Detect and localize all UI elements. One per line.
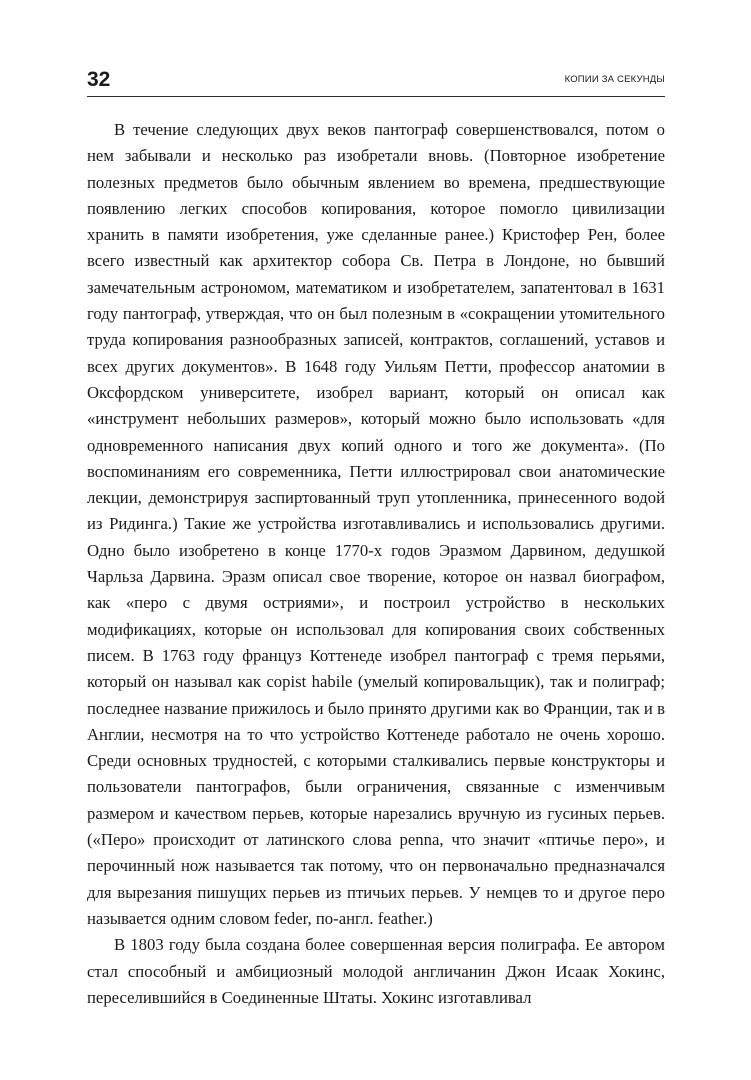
page-header (87, 68, 665, 94)
paragraph: В 1803 году была создана более совершенная версия полиграфа. Ее автором стал способный и амбициозный молодой англичанин Джон Исаак Хокинс, переселившийся в Соединенные Штаты. Хокинс изготавливал (87, 935, 665, 1007)
running-title: КОПИИ ЗА СЕКУНДЫ (564, 74, 665, 85)
page-number: 32 (87, 68, 111, 91)
paragraph: В течение следующих двух веков пантограф совершенствовался, потом о нем забывали и несколько раз изобретали вновь. (Повторное изобретение полезных предметов было обычным явлением во времена, предшествующие появлению легких способов копирования, которое помогло цивилизации хранить в памяти изобретения, уже сделанные ранее.) Кристофер Рен, более всего известный как архитектор собора Св. Петра в Лондоне, но бывший замечательным астрономом, математиком и изобретателем, запатентовал в 1631 году пантограф, утверждая, что он был полезным в «сокращении утомительного труда копирования разнообразных записей, контрактов, соглашений, уставов и всех других документов». В 1648 году Уильям Петти, профессор анатомии в Оксфордском университете, изобрел вариант, который он описал как «инструмент небольших размеров», который можно было использовать «для одновременного написания двух копий одного и того же документа». (По воспоминаниям его современника, Петти иллюстрировал свои анатомические лекции, демонстрируя заспиртованный труп утопленника, принесенного водой из Ридинга.) Такие же устройства изготавливались и использовались другими. Одно было изобретено в конце 1770-х годов Эразмом Дарвином, дедушкой Чарльза Дарвина. Эразм описал свое творение, которое он назвал биографом, как «перо с двумя остриями», и построил устройство в нескольких модификациях, которые он использовал для копирования своих собственных писем. В 1763 году француз Коттенеде изобрел пантограф с тремя перьями, который он называл как copist habile (умелый копировальщик), так и полиграф; последнее название прижилось и было принято другими как во Франции, так и в Англии, несмотря на то что устройство Коттенеде работало не очень хорошо. Среди основных трудностей, с которыми сталкивались первые конструкторы и пользователи пантографов, были ограничения, связанные с изменчивым размером и качеством перьев, которые нарезались вручную из гусиных перьев. («Перо» происходит от латинского слова penna, что значит «птичье перо», и перочинный нож называется так потому, что он первоначально предназначался для вырезания пишущих перьев из птичьих перьев. У немцев то и другое перо называется одним словом feder, по-англ. feather.) (87, 120, 665, 928)
body-text (87, 117, 665, 1011)
header-rule (87, 96, 665, 97)
